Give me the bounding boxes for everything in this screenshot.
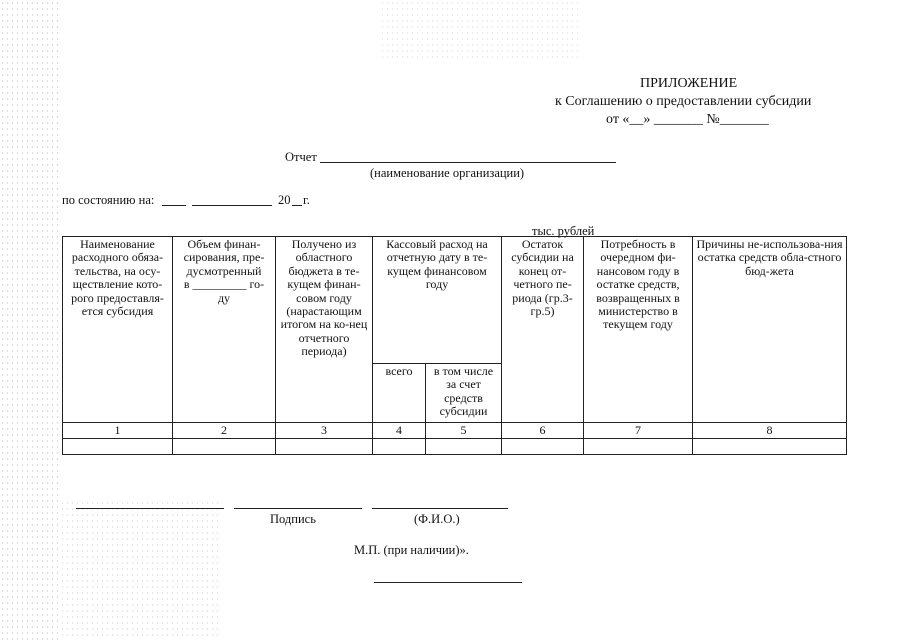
table-header-row [63, 237, 847, 364]
header-financing-volume: Объем финан-сирования, пре-дусмотренный в _________ го- ду [173, 237, 276, 423]
table-cell [426, 439, 502, 455]
report-label: Отчет [285, 150, 317, 164]
header-received-from-budget: Получено из областного бюджета в те-кущем финан-совом году (нарастающим итогом на ко-нец отчетного периода) [276, 237, 373, 423]
table-cell [693, 439, 847, 455]
day-blank-line [162, 205, 186, 206]
organization-name-line [320, 162, 616, 163]
column-number: 3 [276, 423, 373, 439]
year-blank-line [292, 205, 302, 206]
scan-noise-top [380, 0, 580, 60]
signature-line [234, 508, 362, 509]
scan-noise-left [0, 0, 60, 640]
signature-caption: Подпись [270, 512, 316, 526]
as-of-label: по состоянию на: [62, 193, 155, 207]
column-number: 6 [502, 423, 584, 439]
table-cell [173, 439, 276, 455]
column-number-row [63, 423, 847, 439]
header-cash-total: всего [373, 364, 426, 423]
month-blank-line [192, 205, 272, 206]
data-row-empty [63, 439, 847, 455]
header-unused-reasons: Причины не-использова-ния остатка средств обла-стного бюд-жета [693, 237, 847, 423]
header-next-year-need: Потребность в очередном фи-нансовом году в остатке средств, возвращенных в министерство в текущем году [584, 237, 693, 423]
agreement-date-line: от «__» _______ №_______ [606, 112, 769, 127]
bottom-line [374, 582, 522, 583]
appendix-subtitle: к Соглашению о предоставлении субсидии [555, 94, 812, 109]
header-cash-from-subsidy: в том числе за счет средств субсидии [426, 364, 502, 423]
header-obligation-name: Наименование расходного обяза-тельства, на осу-ществление кото-рого предоставля-ется субсидия [63, 237, 173, 423]
column-number: 5 [426, 423, 502, 439]
fio-caption: (Ф.И.О.) [414, 512, 460, 526]
table-cell [276, 439, 373, 455]
fio-line [372, 508, 508, 509]
table-cell [502, 439, 584, 455]
table-cell [63, 439, 173, 455]
header-subsidy-remainder: Остаток субсидии на конец от-четного пе-риода (гр.3-гр.5) [502, 237, 584, 423]
organization-caption: (наименование организации) [370, 166, 525, 180]
column-number: 7 [584, 423, 693, 439]
year-suffix: г. [303, 193, 310, 207]
appendix-title: ПРИЛОЖЕНИЕ [640, 76, 738, 91]
year-prefix: 20 [278, 193, 291, 207]
scan-noise-bottom [60, 500, 220, 640]
position-signature-line [76, 508, 224, 509]
column-number: 1 [63, 423, 173, 439]
column-number: 8 [693, 423, 847, 439]
table-cell [373, 439, 426, 455]
units-label: тыс. рублей [532, 224, 595, 238]
stamp-note: М.П. (при наличии)». [354, 543, 469, 557]
column-number: 4 [373, 423, 426, 439]
report-table [62, 236, 847, 455]
column-number: 2 [173, 423, 276, 439]
table-cell [584, 439, 693, 455]
header-cash-expense-group: Кассовый расход на отчетную дату в те-кущем финансовом году [373, 237, 502, 364]
